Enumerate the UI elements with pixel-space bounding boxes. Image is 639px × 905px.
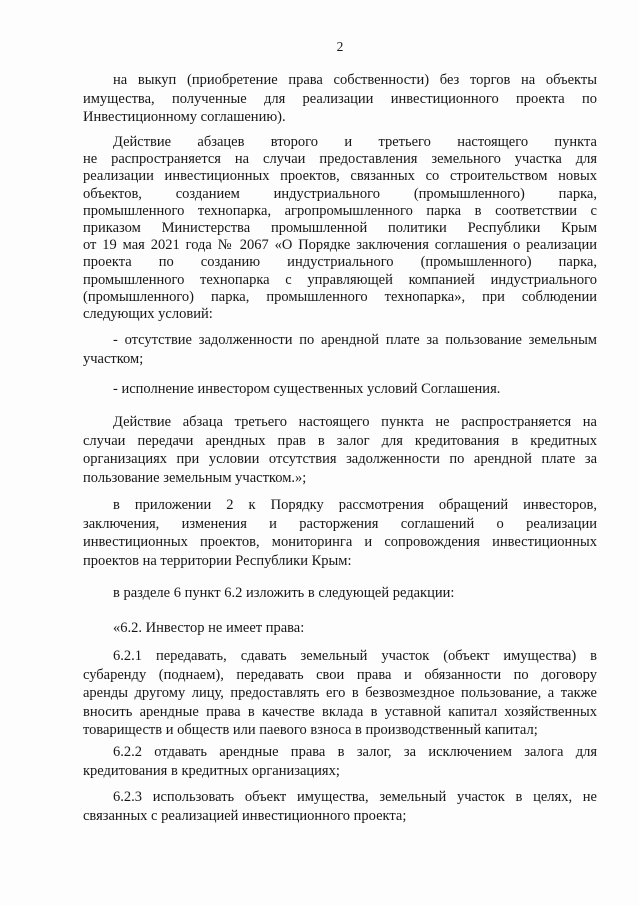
text-line: заключения, изменения и расторжения соглашений о реализации: [83, 515, 597, 532]
text-line: аренды другому лицу, предоставлять его в безвозмездное пользование, а также: [83, 685, 597, 702]
text-line: проекта по созданию индустриального (промышленного) парка,: [83, 254, 597, 271]
text-line: субаренду (поднаем), передавать свои права и обязанности по договору: [83, 666, 597, 683]
paragraph-purchase-rights: [83, 71, 597, 127]
text-line: имущества, полученные для реализации инвестиционного проекта по: [83, 90, 597, 107]
text-line: промышленного технопарка, агропромышленного парка в соответствии с: [83, 202, 597, 219]
text-line: кредитования в кредитных организациях;: [83, 762, 340, 779]
paragraph-section-6: [83, 584, 597, 603]
list-item-conditions-fulfilled: [83, 380, 597, 399]
text-line: случаи передачи арендных прав в залог для кредитования в кредитных: [83, 432, 597, 449]
clause-6-2-heading: [83, 619, 597, 638]
text-line: «6.2. Инвестор не имеет права:: [113, 620, 305, 636]
text-line: 6.2.2 отдавать арендные права в залог, за исключением залога для: [113, 744, 597, 760]
list-item-no-debt: [83, 331, 597, 368]
text-line: реализации инвестиционных проектов, связанных со строительством новых: [83, 168, 597, 185]
clause-6-2-1: [83, 647, 597, 740]
clause-6-2-3: [83, 788, 597, 825]
text-line: Инвестиционному соглашению).: [83, 109, 286, 126]
text-line: 6.2.1 передавать, сдавать земельный участок (объект имущества) в: [113, 648, 597, 664]
text-line: Действие абзаца третьего настоящего пункта не распространяется на: [113, 414, 597, 430]
text-line: не распространяется на случаи предоставления земельного участка для: [83, 151, 597, 168]
text-line: от 19 мая 2021 года № 2067 «О Порядке заключения соглашения о реализации: [83, 237, 597, 254]
text-line: объектов, созданием индустриального (промышленного) парка,: [83, 185, 597, 202]
page-number: 2: [336, 39, 344, 54]
paragraph-appendix-2: [83, 496, 597, 570]
text-line: 6.2.3 использовать объект имущества, земельный участок в целях, не: [113, 789, 597, 805]
text-line: в приложении 2 к Порядку рассмотрения обращений инвесторов,: [113, 497, 597, 513]
text-line: инвестиционных проектов, мониторинга и сопровождения инвестиционных: [83, 534, 597, 551]
text-line: (промышленного) парка, промышленного технопарка», при соблюдении: [83, 288, 597, 305]
text-line: - отсутствие задолженности по арендной плате за пользование земельным: [113, 332, 597, 348]
text-line: - исполнение инвестором существенных условий Соглашения.: [113, 381, 501, 397]
text-line: в разделе 6 пункт 6.2 изложить в следующей редакции:: [113, 585, 455, 601]
paragraph-exceptions: [83, 134, 597, 323]
text-line: Действие абзацев второго и третьего настоящего пункта: [113, 134, 597, 150]
text-line: товариществ и обществ или паевого взноса в производственный капитал;: [83, 722, 538, 739]
text-line: вносить арендные права в качестве вклада в уставной капитал хозяйственных: [83, 703, 597, 720]
text-line: участком;: [83, 350, 144, 367]
text-line: промышленного технопарка с управляющей компанией индустриального: [83, 271, 597, 288]
text-line: пользование земельным участком.»;: [83, 469, 307, 486]
text-line: следующих условий:: [83, 306, 213, 323]
clause-6-2-2: [83, 743, 597, 780]
text-line: организациях при условии отсутствия задолженности по арендной плате за: [83, 451, 597, 468]
text-line: приказом Министерства промышленной политики Республики Крым: [83, 220, 597, 237]
paragraph-pledge-exception: [83, 413, 597, 487]
text-line: связанных с реализацией инвестиционного проекта;: [83, 807, 407, 824]
text-line: на выкуп (приобретение права собственности) без торгов на объекты: [113, 72, 597, 88]
text-line: проектов на территории Республики Крым:: [83, 552, 352, 569]
